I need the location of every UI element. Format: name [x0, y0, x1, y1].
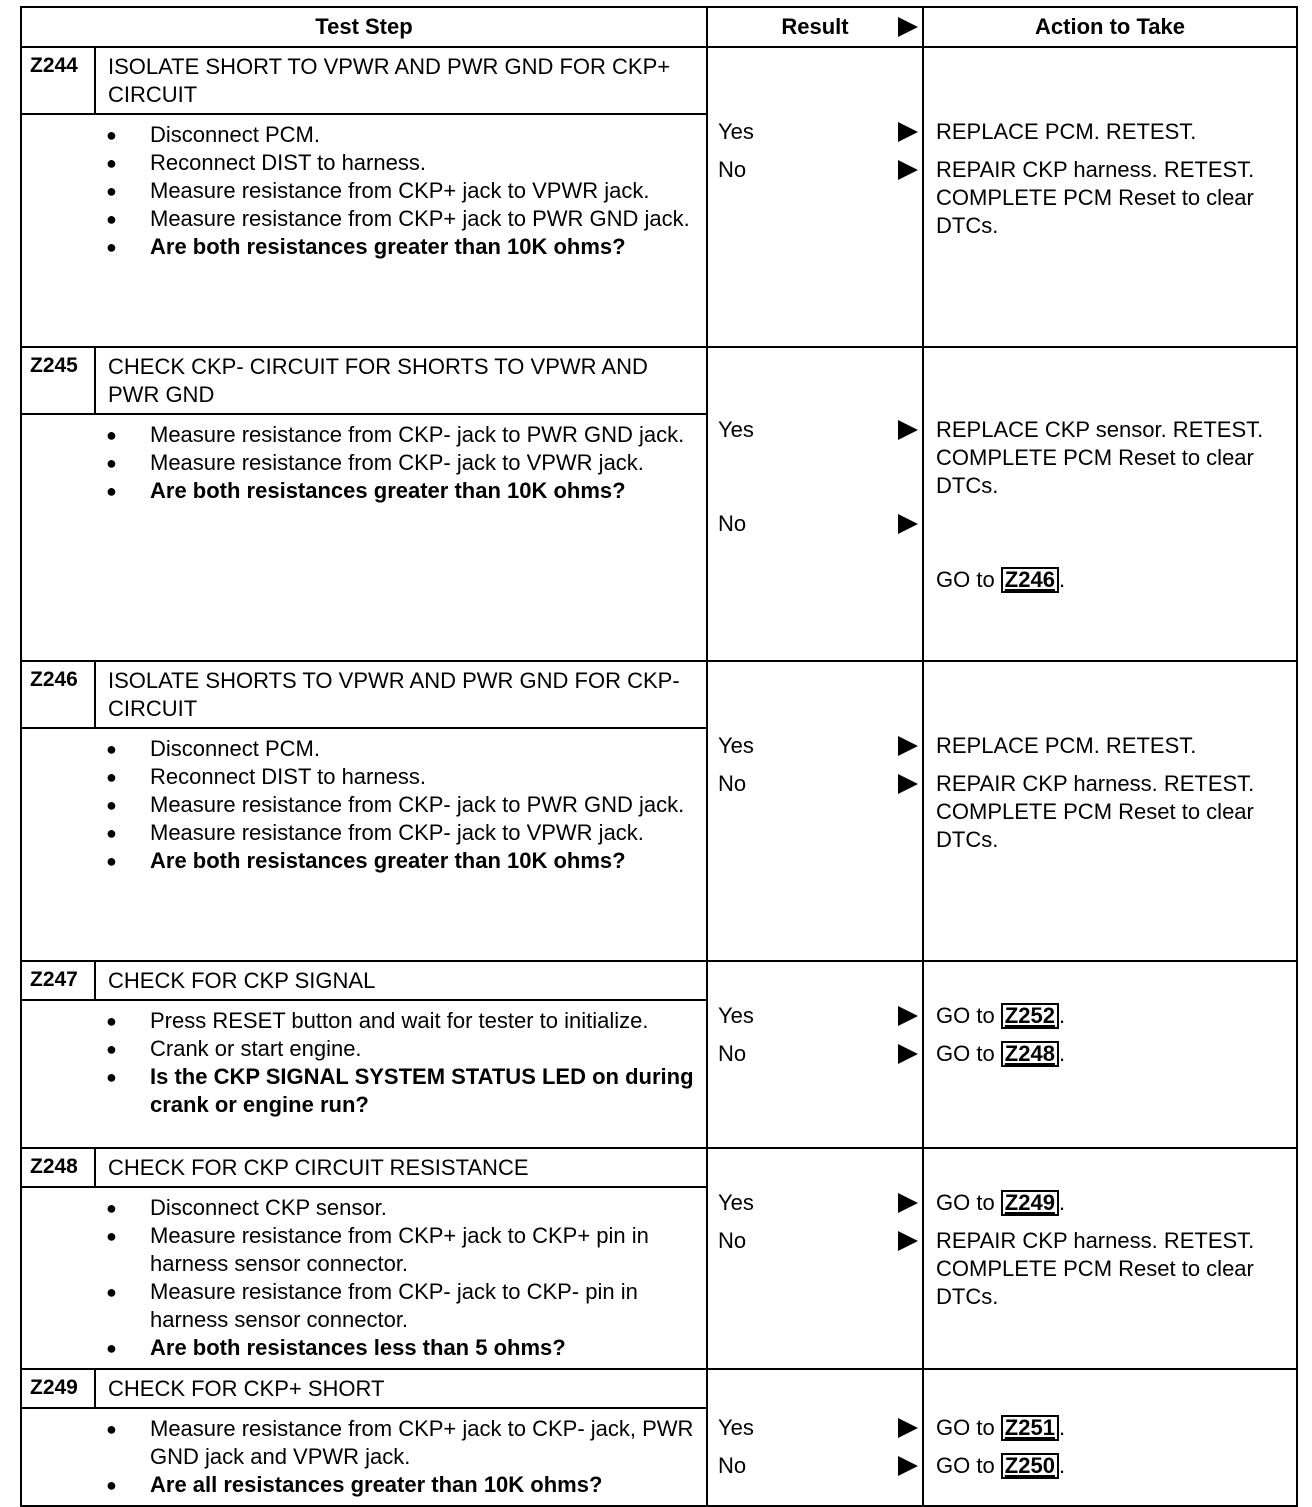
arrow-right-icon	[898, 736, 918, 756]
step-question: ● Are both resistances greater than 10K ohms?	[106, 847, 696, 875]
result-label: No	[718, 1453, 747, 1478]
action-suffix: .	[1058, 1003, 1066, 1028]
action-prefix: REPAIR CKP harness. RETEST. COMPLETE PCM Reset to clear DTCs.	[936, 771, 1255, 852]
step-instructions	[22, 1188, 706, 1368]
action-text	[936, 118, 1286, 146]
test-step-cell	[21, 1369, 707, 1506]
action-cell	[923, 1369, 1297, 1506]
action-prefix: REPLACE CKP sensor. RETEST. COMPLETE PCM Reset to clear DTCs.	[936, 417, 1264, 498]
table-row	[21, 347, 1297, 661]
action-text	[936, 1452, 1286, 1480]
action-text	[936, 770, 1286, 854]
header-test-step: Test Step	[21, 7, 707, 47]
result-label: No	[718, 157, 747, 182]
step-instructions	[22, 1001, 706, 1125]
action-prefix: REPAIR CKP harness. RETEST. COMPLETE PCM Reset to clear DTCs.	[936, 157, 1255, 238]
result-row	[718, 1189, 918, 1217]
arrow-right-icon	[898, 1193, 918, 1213]
arrow-right-icon	[898, 1044, 918, 1064]
table-row	[21, 1148, 1297, 1369]
action-prefix: REPAIR CKP harness. RETEST. COMPLETE PCM Reset to clear DTCs.	[936, 1228, 1255, 1309]
step-header	[22, 1370, 706, 1409]
table-row	[21, 961, 1297, 1148]
action-text	[936, 416, 1286, 500]
step-instruction: ● Measure resistance from CKP+ jack to PWR GND jack.	[106, 205, 696, 233]
step-id: Z244	[22, 48, 96, 113]
action-prefix: GO to	[936, 1003, 1001, 1028]
step-instruction: ● Measure resistance from CKP+ jack to VPWR jack.	[106, 177, 696, 205]
action-cell	[923, 961, 1297, 1148]
action-cell	[923, 1148, 1297, 1369]
header-result	[707, 7, 923, 47]
result-cell	[707, 1369, 923, 1506]
diagnostic-table-sheet	[20, 6, 1296, 1497]
step-reference-link[interactable]: Z248	[1001, 1041, 1059, 1067]
result-label: No	[718, 1228, 747, 1253]
step-reference-link[interactable]: Z250	[1001, 1453, 1059, 1479]
test-step-cell	[21, 1148, 707, 1369]
step-header	[22, 962, 706, 1001]
table-row	[21, 661, 1297, 961]
result-cell	[707, 1148, 923, 1369]
result-row	[718, 416, 918, 444]
result-cell	[707, 347, 923, 661]
action-text	[936, 1414, 1286, 1442]
step-question: ● Are both resistances greater than 10K ohms?	[106, 477, 696, 505]
step-instruction: ● Reconnect DIST to harness.	[106, 149, 696, 177]
action-suffix: .	[1058, 1415, 1066, 1440]
arrow-right-icon	[898, 1418, 918, 1438]
result-row	[718, 1040, 918, 1068]
test-step-cell	[21, 661, 707, 961]
table-row	[21, 1369, 1297, 1506]
step-reference-link[interactable]: Z251	[1001, 1415, 1059, 1441]
table-row	[21, 47, 1297, 347]
result-row	[718, 156, 918, 184]
result-row	[718, 732, 918, 760]
step-header	[22, 662, 706, 729]
step-title: CHECK FOR CKP+ SHORT	[108, 1376, 385, 1401]
arrow-right-icon	[898, 1231, 918, 1251]
result-row	[718, 1227, 918, 1255]
step-reference-link[interactable]: Z249	[1001, 1190, 1059, 1216]
step-instruction: ● Reconnect DIST to harness.	[106, 763, 696, 791]
action-suffix: .	[1058, 1041, 1066, 1066]
action-text	[936, 566, 1286, 594]
step-instruction: ● Disconnect PCM.	[106, 735, 696, 763]
action-text	[936, 1227, 1286, 1311]
result-row	[718, 1452, 918, 1480]
step-title: CHECK FOR CKP SIGNAL	[108, 968, 376, 993]
action-text	[936, 1002, 1286, 1030]
step-instruction: ● Measure resistance from CKP- jack to VPWR jack.	[106, 819, 696, 847]
step-instructions	[22, 415, 706, 511]
action-suffix: .	[1058, 1190, 1066, 1215]
step-title: ISOLATE SHORTS TO VPWR AND PWR GND FOR CKP- CIRCUIT	[108, 668, 680, 721]
step-instruction: ● Press RESET button and wait for tester to initialize.	[106, 1007, 696, 1035]
action-prefix: GO to	[936, 1190, 1001, 1215]
step-question: ● Are both resistances less than 5 ohms?	[106, 1334, 696, 1362]
action-prefix: GO to	[936, 1453, 1001, 1478]
result-row	[718, 510, 918, 538]
step-id: Z249	[22, 1370, 96, 1407]
test-step-cell	[21, 961, 707, 1148]
step-title: CHECK FOR CKP CIRCUIT RESISTANCE	[108, 1155, 529, 1180]
step-instruction: ● Disconnect CKP sensor.	[106, 1194, 696, 1222]
step-instruction: ● Measure resistance from CKP- jack to PWR GND jack.	[106, 421, 696, 449]
result-cell	[707, 47, 923, 347]
result-label: Yes	[718, 733, 754, 758]
step-reference-link[interactable]: Z246	[1001, 567, 1059, 593]
step-instructions	[22, 115, 706, 267]
action-text	[936, 156, 1286, 240]
table-body	[21, 47, 1297, 1506]
action-cell	[923, 661, 1297, 961]
step-title: ISOLATE SHORT TO VPWR AND PWR GND FOR CKP+ CIRCUIT	[108, 54, 671, 107]
step-header	[22, 48, 706, 115]
step-id: Z248	[22, 1149, 96, 1186]
action-cell	[923, 47, 1297, 347]
step-title: CHECK CKP- CIRCUIT FOR SHORTS TO VPWR AND PWR GND	[108, 354, 648, 407]
action-text	[936, 732, 1286, 760]
step-header	[22, 348, 706, 415]
action-text	[936, 1189, 1286, 1217]
result-label: No	[718, 771, 747, 796]
step-reference-link[interactable]: Z252	[1001, 1003, 1059, 1029]
result-cell	[707, 961, 923, 1148]
diagnostic-table	[20, 6, 1298, 1507]
result-cell	[707, 661, 923, 961]
test-step-cell	[21, 347, 707, 661]
arrow-right-icon	[898, 1006, 918, 1026]
action-prefix: GO to	[936, 567, 1001, 592]
step-instruction: ● Measure resistance from CKP- jack to VPWR jack.	[106, 449, 696, 477]
result-label: Yes	[718, 1415, 754, 1440]
step-question: ● Are both resistances greater than 10K ohms?	[106, 233, 696, 261]
arrow-right-icon	[898, 122, 918, 142]
step-instruction: ● Measure resistance from CKP- jack to PWR GND jack.	[106, 791, 696, 819]
result-label: Yes	[718, 1190, 754, 1215]
step-id: Z247	[22, 962, 96, 999]
step-instruction: ● Measure resistance from CKP- jack to CKP- pin in harness sensor connector.	[106, 1278, 696, 1334]
arrow-right-icon	[898, 1456, 918, 1476]
action-suffix: .	[1058, 567, 1066, 592]
step-id: Z245	[22, 348, 96, 413]
arrow-right-icon	[898, 420, 918, 440]
arrow-right-icon	[898, 17, 918, 37]
header-result-label: Result	[781, 14, 849, 39]
test-step-cell	[21, 47, 707, 347]
result-row	[718, 770, 918, 798]
result-label: No	[718, 1041, 747, 1066]
result-label: Yes	[718, 119, 754, 144]
action-text	[936, 1040, 1286, 1068]
step-header	[22, 1149, 706, 1188]
table-header-row	[21, 7, 1297, 47]
action-suffix: .	[1058, 1453, 1066, 1478]
arrow-right-icon	[898, 774, 918, 794]
result-row	[718, 1002, 918, 1030]
result-row	[718, 118, 918, 146]
action-prefix: GO to	[936, 1041, 1001, 1066]
action-prefix: REPLACE PCM. RETEST.	[936, 119, 1197, 144]
step-instructions	[22, 729, 706, 881]
result-label: Yes	[718, 1003, 754, 1028]
step-instruction: ● Measure resistance from CKP+ jack to CKP- jack, PWR GND jack and VPWR jack.	[106, 1415, 696, 1471]
header-action: Action to Take	[923, 7, 1297, 47]
result-label: No	[718, 511, 747, 536]
result-row	[718, 1414, 918, 1442]
action-cell	[923, 347, 1297, 661]
arrow-right-icon	[898, 514, 918, 534]
step-question: ● Are all resistances greater than 10K ohms?	[106, 1471, 696, 1499]
step-instruction: ● Measure resistance from CKP+ jack to CKP+ pin in harness sensor connector.	[106, 1222, 696, 1278]
step-instruction: ● Disconnect PCM.	[106, 121, 696, 149]
step-question: ● Is the CKP SIGNAL SYSTEM STATUS LED on during crank or engine run?	[106, 1063, 696, 1119]
action-prefix: GO to	[936, 1415, 1001, 1440]
step-instruction: ● Crank or start engine.	[106, 1035, 696, 1063]
action-prefix: REPLACE PCM. RETEST.	[936, 733, 1197, 758]
arrow-right-icon	[898, 160, 918, 180]
result-label: Yes	[718, 417, 754, 442]
step-instructions	[22, 1409, 706, 1505]
step-id: Z246	[22, 662, 96, 727]
